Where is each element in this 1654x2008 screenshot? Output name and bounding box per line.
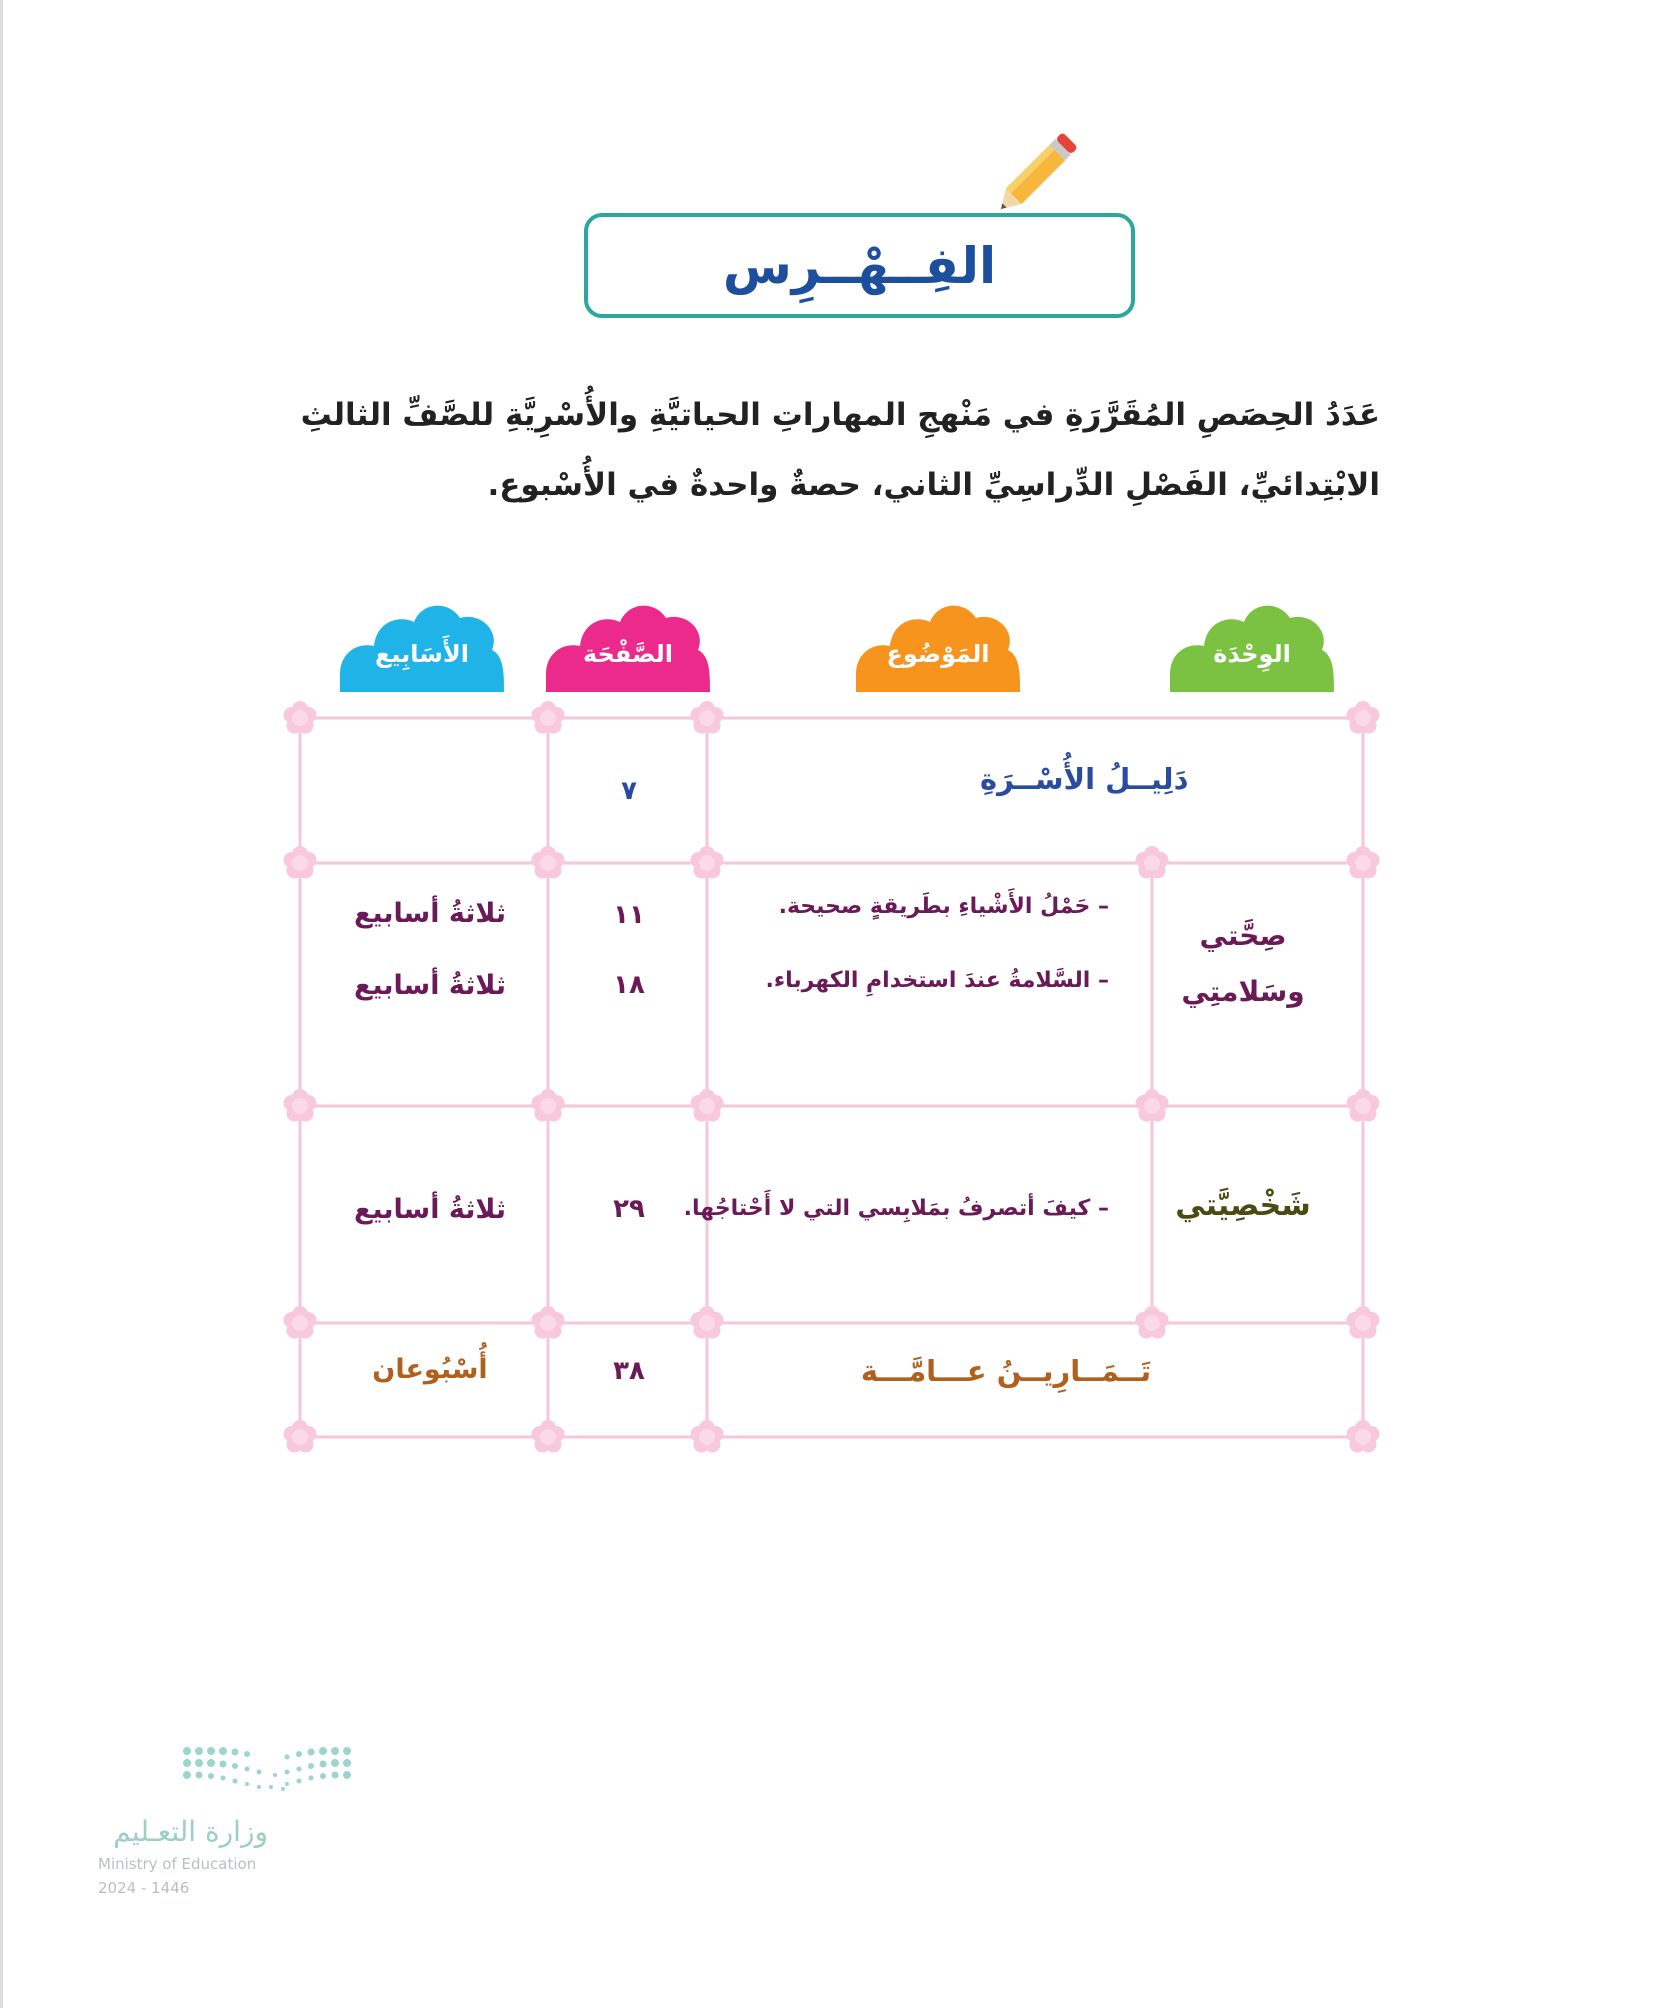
grid-flowers: [284, 701, 1380, 1453]
page-electricity-safety: ١٨: [613, 970, 645, 1000]
header-weeks: [340, 596, 504, 692]
unit-health-safety: [1168, 908, 1318, 1020]
intro-paragraph: [270, 380, 1380, 520]
unit-health-line-2: وسَلامتِي: [1181, 975, 1305, 1008]
page-carrying-objects: ١١: [613, 900, 645, 930]
topic-general-exercises: تَــمَــارِيــنُ عـــامَّـــة: [860, 1354, 1152, 1388]
intro-line-2: الابْتِدائيِّ، الفَصْلِ الدِّراسِيِّ الثاني، حصةٌ واحدةٌ في الأُسْبوع.: [487, 467, 1380, 503]
weeks-electricity-safety: ثلاثةُ أسابيع: [353, 970, 507, 1001]
weeks-general-exercises: أُسْبُوعان: [372, 1354, 488, 1385]
ministry-english-name: Ministry of Education: [98, 1855, 257, 1873]
page-edge: [0, 0, 3, 2008]
topic-family-guide: دَلِيــلُ الأُسْــرَةِ: [980, 762, 1189, 796]
intro-line-1: عَدَدُ الحِصَصِ المُقَرَّرَةِ في مَنْهجِ المهاراتِ الحياتيَّةِ والأُسْرِيَّةِ للصَّفِّ الثالثِ: [300, 397, 1380, 433]
title-box: [584, 213, 1135, 318]
pencil-icon: [982, 118, 1092, 228]
page-general-exercises: ٣٨: [613, 1356, 645, 1386]
weeks-unneeded-clothes: ثلاثةُ أسابيع: [353, 1194, 507, 1225]
page-family-guide: ٧: [621, 776, 637, 806]
unit-personality: شَخْصِيَّتي: [1175, 1188, 1311, 1223]
header-unit: [1170, 596, 1334, 692]
header-topic: [856, 596, 1020, 692]
ministry-year: 2024 - 1446: [98, 1879, 190, 1897]
ministry-logo: [98, 1745, 358, 1905]
weeks-carrying-objects: ثلاثةُ أسابيع: [353, 898, 507, 929]
ministry-dots-icon: [182, 1745, 352, 1795]
header-page-label: الصَّفْحَة: [582, 640, 673, 668]
page-unneeded-clothes: ٢٩: [613, 1194, 645, 1224]
header-unit-label: الوِحْدَة: [1213, 640, 1291, 668]
header-page: [546, 596, 710, 692]
topic-electricity-safety: – السَّلامةُ عندَ استخدامِ الكهرباء.: [765, 968, 1109, 993]
page-title: الفِــهْــرِس: [722, 236, 997, 295]
header-topic-label: المَوْضُوع: [886, 640, 990, 668]
unit-health-line-1: صِحَّتي: [1199, 919, 1287, 952]
header-weeks-label: الأَسَابِيع: [375, 640, 469, 668]
ministry-arabic-name: وزارة التعـليم: [113, 1815, 268, 1848]
topic-carrying-objects: – حَمْلُ الأَشْياءِ بطَريقةٍ صحيحة.: [778, 894, 1109, 919]
topic-unneeded-clothes: – كيفَ أتصرفُ بمَلابِسي التي لا أَحْتاجُها.: [683, 1196, 1109, 1221]
